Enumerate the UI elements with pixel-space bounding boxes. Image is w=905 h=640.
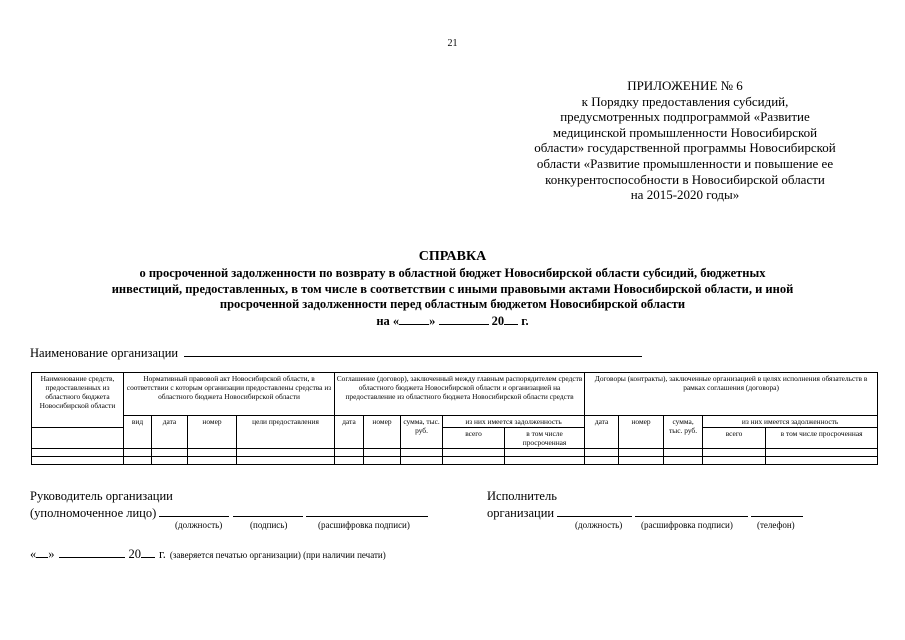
appendix-line: на 2015-2020 годы» xyxy=(630,187,740,203)
exec-cap-position: (должность) xyxy=(575,520,623,530)
sub-date: дата xyxy=(152,416,188,449)
title-line: о просроченной задолженности по возврату в областной бюджет Новосибирской области субсидий, бюджетных xyxy=(139,266,766,280)
head-label-2-text: (уполномоченное лицо) xyxy=(30,506,157,520)
appendix-line: области» государственной программы Новосибирской xyxy=(534,140,836,156)
title-date xyxy=(20,313,885,330)
signature-blank xyxy=(233,505,303,517)
exec-label-2 xyxy=(487,505,803,521)
sub-total: всего xyxy=(703,428,766,449)
org-name-blank xyxy=(184,344,642,357)
footer-day-blank xyxy=(36,546,48,558)
appendix-line: конкурентоспособности в Новосибирской области xyxy=(545,171,825,187)
cap-signature: (подпись) xyxy=(250,520,288,530)
header-contracts: Договоры (контракты), заключенные организацией в целях исполнения обязательств в рамках соглашения (договора) xyxy=(585,373,878,416)
org-name-label: Наименование организации xyxy=(30,346,179,360)
sub-amount: сумма, тыс. руб. xyxy=(664,416,703,449)
cap-position: (должность) xyxy=(175,520,223,530)
footer-date-line xyxy=(30,545,386,563)
title-heading: СПРАВКА xyxy=(418,249,487,264)
footer-suffix: г. xyxy=(159,547,166,561)
decode-blank xyxy=(306,505,428,517)
table-row xyxy=(32,449,878,457)
sub-debt: из них имеется задолженность xyxy=(443,416,585,428)
header-legal-act: Нормативный правовой акт Новосибирской области, в соответствии с которым организации предоставлены средства из областного бюджета Новосибирской области xyxy=(124,373,335,416)
title-line: инвестиций, предоставленных, в том числе в соответствии с иными правовыми актами Новосибирской области, и иной xyxy=(111,281,794,296)
exec-label-2-text: организации xyxy=(487,506,555,520)
sub-overdue: в том числе просроченная xyxy=(766,428,878,449)
head-label-1: Руководитель организации xyxy=(30,489,173,503)
exec-cap-decode: (расшифровка подписи) xyxy=(641,520,733,530)
exec-decode-blank xyxy=(635,505,748,517)
date-year: 20 xyxy=(491,313,505,328)
date-mid: » xyxy=(429,313,436,328)
title-line: просроченной задолженности перед областным бюджетом Новосибирской области xyxy=(219,297,686,311)
head-label-2 xyxy=(30,505,428,521)
exec-label-1: Исполнитель xyxy=(487,489,557,503)
date-day-blank xyxy=(399,313,429,325)
sub-number: номер xyxy=(364,416,401,449)
sub-number: номер xyxy=(188,416,237,449)
position-blank xyxy=(159,505,229,517)
page-number: 21 xyxy=(447,38,458,49)
org-name-row xyxy=(30,344,642,361)
footer-open-quote: « xyxy=(30,547,37,561)
sub-number: номер xyxy=(619,416,664,449)
sub-date: дата xyxy=(335,416,364,449)
exec-phone-blank xyxy=(751,505,803,517)
header-funds-name-cont xyxy=(32,428,124,449)
sub-type: вид xyxy=(124,416,152,449)
appendix-line: медицинской промышленности Новосибирской xyxy=(552,124,818,140)
footer-year: 20 xyxy=(128,547,141,561)
appendix-block xyxy=(500,78,870,203)
exec-cap-phone: (телефон) xyxy=(757,520,795,530)
date-prefix: на « xyxy=(376,313,400,328)
sub-amount: сумма, тыс. руб. xyxy=(401,416,443,449)
appendix-line: предусмотренных подпрограммой «Развитие xyxy=(560,109,810,125)
header-agreement: Соглашение (договор), заключенный между главным распорядителем средств областного бюджета Новосибирской области и организацией на предоставление из областного бюджета Новосибирской области средств xyxy=(335,373,585,416)
date-month-blank xyxy=(439,313,489,325)
document-title xyxy=(20,248,885,329)
appendix-line: области «Развитие промышленности и повышение ее xyxy=(536,155,834,171)
footer-close-quote: » xyxy=(48,547,55,561)
exec-position-blank xyxy=(557,505,632,517)
footer-month-blank xyxy=(59,546,125,558)
date-suffix: г. xyxy=(521,313,529,328)
header-funds-name: Наименование средств, предоставленных из областного бюджета Новосибирской области xyxy=(32,373,124,428)
footer-year-blank xyxy=(141,546,155,558)
sub-total: всего xyxy=(443,428,505,449)
appendix-line: ПРИЛОЖЕНИЕ № 6 xyxy=(627,78,743,93)
sub-date: дата xyxy=(585,416,619,449)
sub-overdue: в том числе просроченная xyxy=(505,428,585,449)
footer-note: (заверяется печатью организации) (при наличии печати) xyxy=(169,550,386,560)
sub-debt: из них имеется задолженность xyxy=(703,416,878,428)
sub-purpose: цели предоставления xyxy=(237,416,335,449)
date-year-blank xyxy=(504,313,518,325)
debt-table xyxy=(31,372,878,465)
cap-decode: (расшифровка подписи) xyxy=(318,520,410,530)
table-row xyxy=(32,457,878,465)
appendix-line: к Порядку предоставления субсидий, xyxy=(581,93,789,109)
